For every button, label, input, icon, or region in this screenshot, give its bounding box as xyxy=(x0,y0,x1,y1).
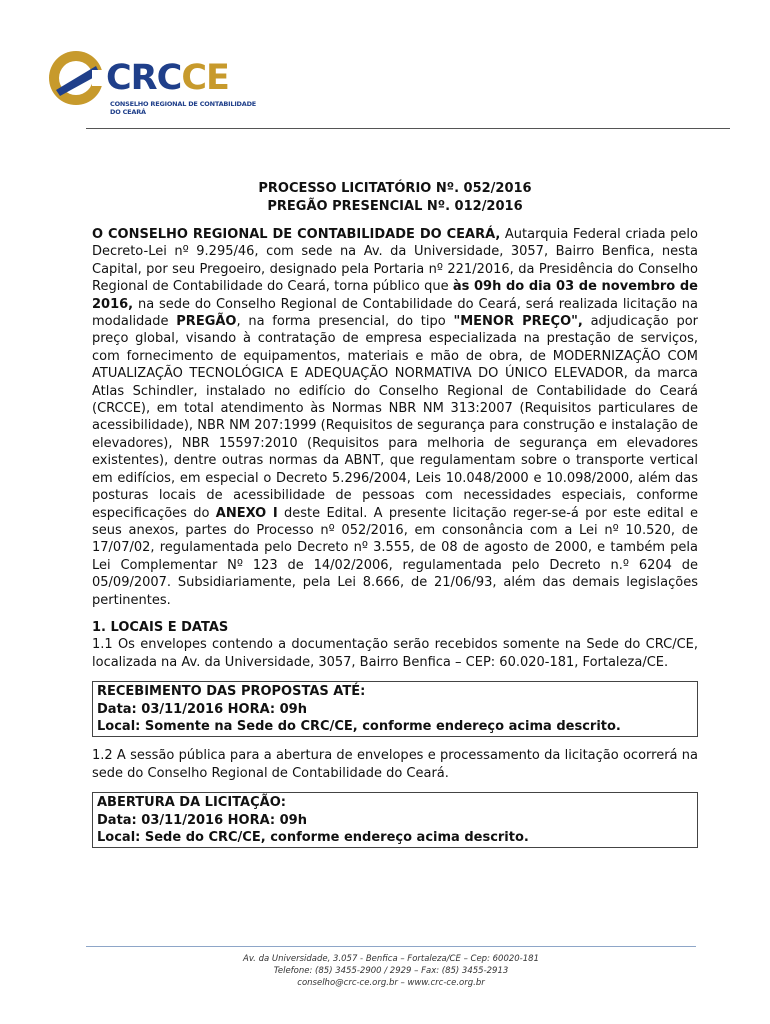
document-title-line2: PREGÃO PRESENCIAL Nº. 012/2016 xyxy=(267,199,523,214)
header-divider xyxy=(86,128,730,129)
document-body xyxy=(92,180,698,848)
section-1-1-paragraph: 1.1 Os envelopes contendo a documentação serão recebidos somente na Sede do CRC/CE, localizada na Av. da Universidade, 3057, Bairro Benfica – CEP: 60.020-181, Fortaleza/CE. xyxy=(92,637,698,670)
intro-paragraph: O CONSELHO REGIONAL DE CONTABILIDADE DO CEARÁ, Autarquia Federal criada pelo Decreto-Lei nº 9.295/46, com sede na Av. da Universidade, 3057, Bairro Benfica, nesta Capital, por seu Pregoeiro, designado pela Portaria nº 221/2016, da Presidência do Conselho Regional de Contabilidade do Ceará, torna público que às 09h do dia 03 de novembro de 2016, na sede do Conselho Regional de Contabilidade do Ceará, será realizada licitação na modalidade PREGÃO, na forma presencial, do tipo "MENOR PREÇO", adjudicação por preço global, visando à contratação de empresa especializada na prestação de serviços, com fornecimento de equipamentos, materiais e mão de obra, de MODERNIZAÇÃO COM ATUALIZAÇÃO TECNOLÓGICA E ADEQUAÇÃO NORMATIVA DO ÚNICO ELEVADOR, da marca Atlas Schindler, instalado no edifício do Conselho Regional de Contabilidade do Ceará (CRCCE), em total atendimento às Normas NBR NM 313:2007 (Requisitos particulares de acessibilidade), NBR NM 207:1999 (Requisitos de segurança para construção e instalação de elevadores), NBR 15597:2010 (Requisitos para melhoria de segurança em elevadores existentes), dentre outras normas da ABNT, que regulamentam sobre o transporte vertical em edifícios, em especial o Decreto 5.296/2004, Leis 10.048/2000 e 10.098/2000, além das posturas locais de acessibilidade de pessoas com necessidades especiais, conforme especificações do ANEXO I deste Edital. A presente licitação reger-se-á por este edital e seus anexos, partes do Processo nº 052/2016, em consonância com a Lei nº 10.520, de 17/07/02, regulamentada pelo Decreto nº 3.555, de 08 de agosto de 2000, e também pela Lei Complementar Nº 123 de 14/02/2006, regulamentada pelo Decreto n.º 6204 de 05/09/2007. Subsidiariamente, pela Lei 8.666, de 21/06/93, além das demais legislações pertinentes. xyxy=(92,227,699,608)
crcce-logo xyxy=(46,48,286,120)
logo-subtitle: CONSELHO REGIONAL DE CONTABILIDADE DO CEARÁ xyxy=(110,100,257,116)
logo-wordmark: CRCCE xyxy=(106,58,229,98)
document-title-line1: PROCESSO LICITATÓRIO Nº. 052/2016 xyxy=(258,181,532,196)
section-1-title: 1. LOCAIS E DATAS xyxy=(92,619,229,635)
footer-address: Av. da Universidade, 3.057 - Benfica – Fortaleza/CE – Cep: 60020-181 Telefone: (85) 3455-2900 / 2929 – Fax: (85) 3455-2913 conselho@crc-ce.org.br – www.crc-ce.org.br xyxy=(243,954,539,988)
bid-opening-box: ABERTURA DA LICITAÇÃO: Data: 03/11/2016 HORA: 09h Local: Sede do CRC/CE, conforme endereço acima descrito. xyxy=(92,792,698,848)
footer-divider xyxy=(86,946,696,947)
section-1-2-paragraph: 1.2 A sessão pública para a abertura de envelopes e processamento da licitação ocorrerá na sede do Conselho Regional de Contabilidade do Ceará. xyxy=(92,748,698,781)
crcce-emblem-icon xyxy=(46,48,108,110)
proposal-receipt-box: RECEBIMENTO DAS PROPOSTAS ATÉ: Data: 03/11/2016 HORA: 09h Local: Somente na Sede do CRC/CE, conforme endereço acima descrito. xyxy=(92,681,698,737)
